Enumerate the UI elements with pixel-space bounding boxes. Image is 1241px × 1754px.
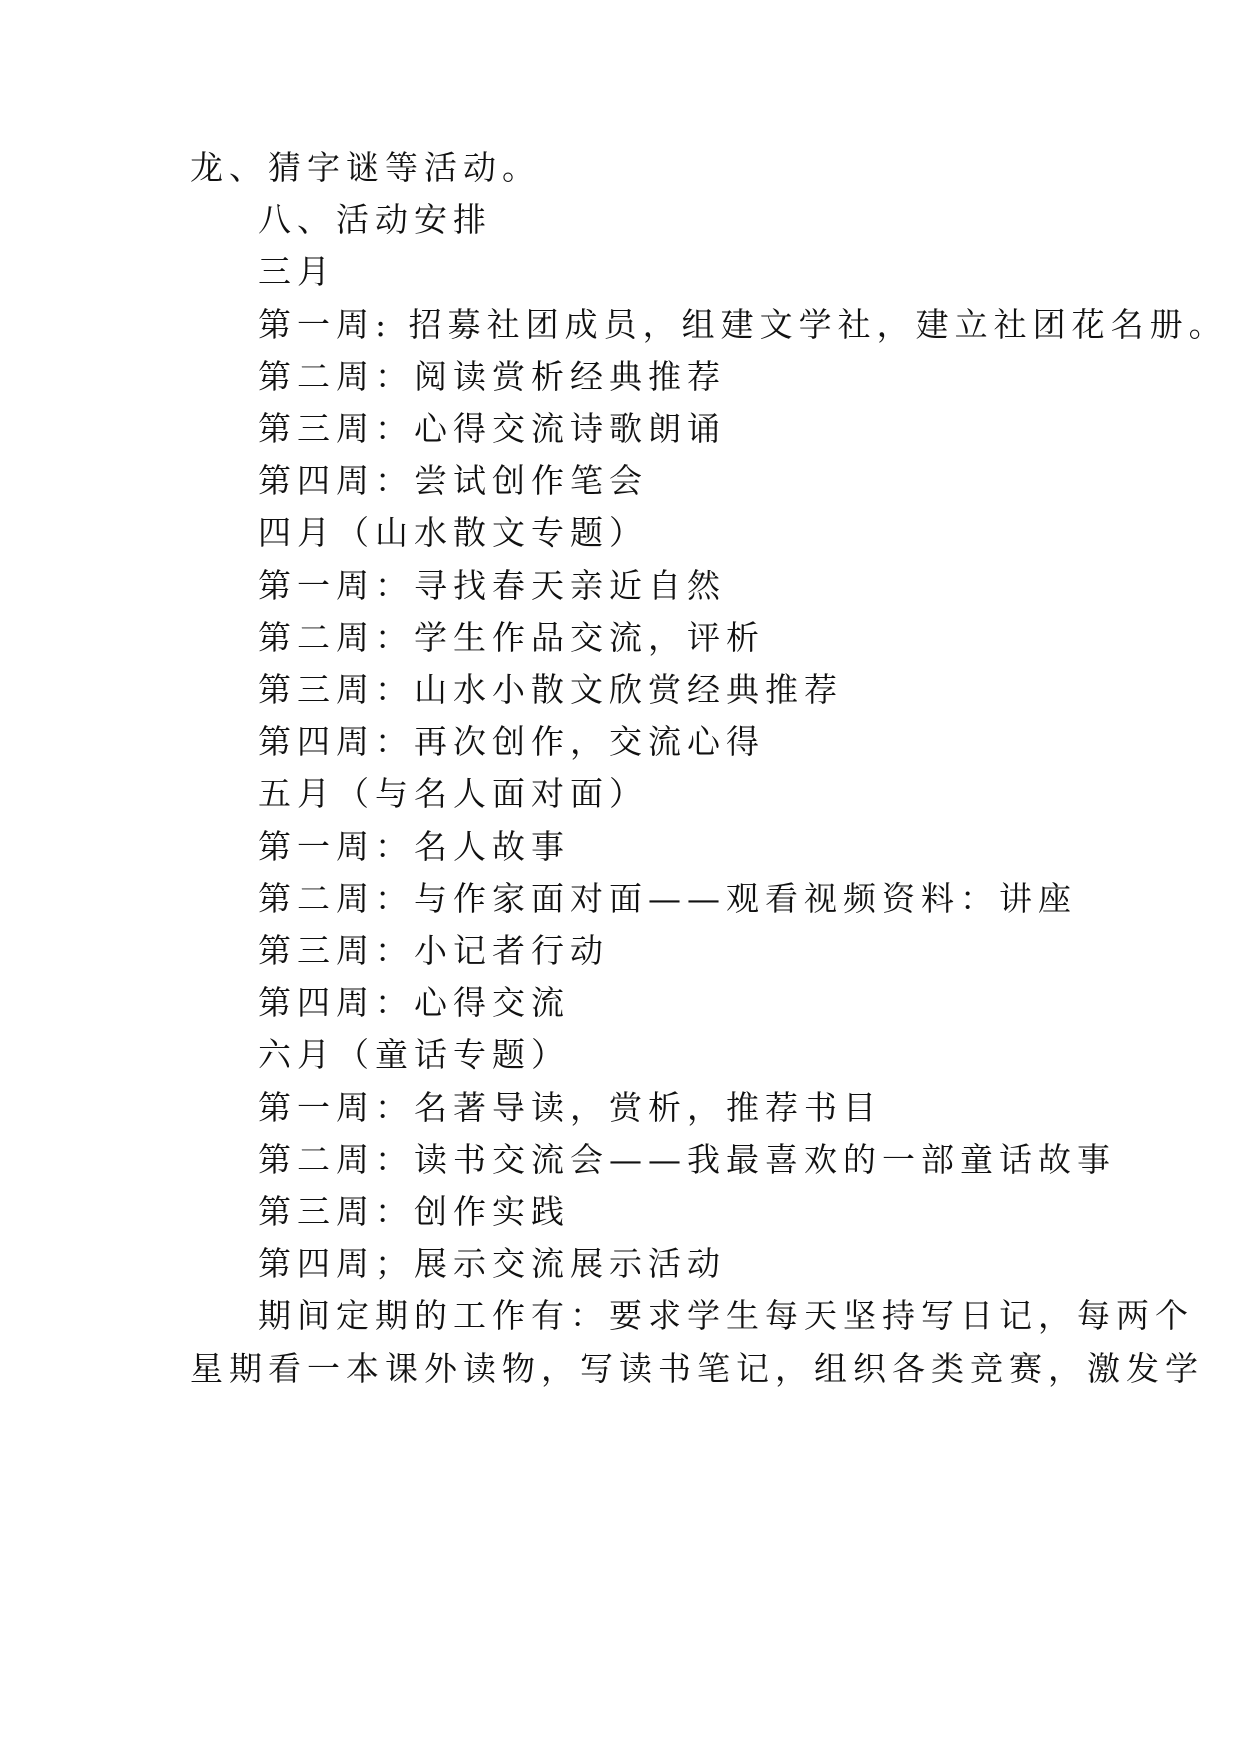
schedule-item: 第二周：读书交流会——我最喜欢的一部童话故事	[258, 1140, 1116, 1179]
schedule-item: 第三周：心得交流诗歌朗诵	[258, 409, 726, 448]
schedule-item: 第三周：小记者行动	[258, 931, 609, 970]
schedule-item: 第二周：学生作品交流，评析	[258, 618, 765, 657]
schedule-item: 第二周：与作家面对面——观看视频资料：讲座	[258, 879, 1077, 918]
schedule-item: 第四周；展示交流展示活动	[258, 1244, 726, 1283]
section-heading: 八、活动安排	[258, 200, 492, 239]
schedule-item: 第三周：创作实践	[258, 1192, 570, 1231]
month-heading: 五月（与名人面对面）	[258, 774, 648, 813]
month-heading: 四月（山水散文专题）	[258, 513, 648, 552]
month-heading: 三月	[258, 252, 336, 291]
paragraph-line: 星期看一本课外读物，写读书笔记，组织各类竞赛，激发学	[190, 1349, 1204, 1388]
paragraph-line: 期间定期的工作有：要求学生每天坚持写日记，每两个	[258, 1296, 1194, 1335]
schedule-item: 第一周：寻找春天亲近自然	[258, 566, 726, 605]
paragraph-line: 龙、猜字谜等活动。	[190, 148, 541, 187]
schedule-item: 第一周: 招募社团成员，组建文学社，建立社团花名册。	[258, 305, 1228, 344]
schedule-item: 第一周：名人故事	[258, 827, 570, 866]
schedule-item: 第四周：心得交流	[258, 983, 570, 1022]
schedule-item: 第四周：再次创作，交流心得	[258, 722, 765, 761]
schedule-item: 第四周：尝试创作笔会	[258, 461, 648, 500]
schedule-item: 第一周：名著导读，赏析，推荐书目	[258, 1088, 882, 1127]
schedule-item: 第三周：山水小散文欣赏经典推荐	[258, 670, 843, 709]
schedule-item: 第二周：阅读赏析经典推荐	[258, 357, 726, 396]
month-heading: 六月（童话专题）	[258, 1035, 570, 1074]
